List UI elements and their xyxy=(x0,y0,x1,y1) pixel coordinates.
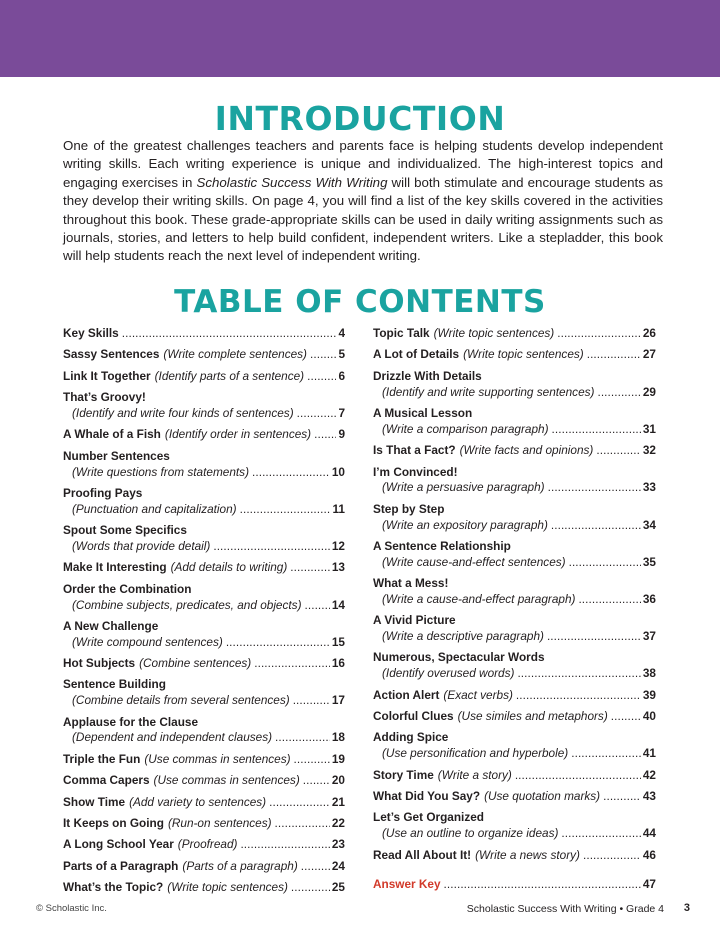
toc-entry xyxy=(63,880,345,896)
toc-entry-description: (Use an outline to organize ideas) xyxy=(382,826,559,841)
toc-leader-dots xyxy=(294,752,330,768)
toc-entry-page: 42 xyxy=(642,767,656,782)
toc-entry-page: 38 xyxy=(642,666,656,681)
toc-entry xyxy=(373,369,656,401)
toc-entry-row xyxy=(63,560,345,576)
toc-entry xyxy=(373,810,656,842)
toc-entry-title: A Lot of Details xyxy=(373,347,460,362)
toc-entry-row xyxy=(63,859,345,875)
toc-entry xyxy=(63,449,345,481)
toc-entry-page: 26 xyxy=(642,326,656,340)
toc-entry-row xyxy=(63,326,345,342)
toc-entry-row xyxy=(373,709,656,725)
toc-entry-description: (Words that provide detail) xyxy=(72,538,211,553)
toc-entry-page: 21 xyxy=(331,794,345,809)
toc-entry-description: (Write a descriptive paragraph) xyxy=(382,629,544,644)
toc-heading: TABLE OF CONTENTS xyxy=(174,284,546,320)
toc-leader-dots xyxy=(290,560,330,576)
toc-leader-dots xyxy=(552,422,641,438)
toc-leader-dots xyxy=(569,555,641,571)
toc-entry-row xyxy=(373,789,656,805)
toc-leader-dots xyxy=(240,837,329,853)
toc-entry-title: Topic Talk xyxy=(373,326,430,340)
toc-entry-row xyxy=(63,598,345,614)
toc-entry-title: Comma Capers xyxy=(63,773,150,788)
toc-entry-title: Action Alert xyxy=(373,687,440,702)
toc-entry-title: Number Sentences xyxy=(63,448,170,463)
toc-entry-row xyxy=(373,592,656,608)
toc-entry-page: 22 xyxy=(331,816,345,831)
toc-leader-dots xyxy=(226,635,330,651)
toc-entry-row xyxy=(63,369,345,385)
toc-leader-dots xyxy=(548,480,641,496)
toc-leader-dots xyxy=(269,795,330,811)
toc-entry xyxy=(373,406,656,438)
toc-entry-description: (Dependent and independent clauses) xyxy=(72,730,273,745)
toc-entry xyxy=(373,613,656,645)
toc-entry-title: Sentence Building xyxy=(63,677,166,692)
toc-entry-page: 17 xyxy=(331,693,345,708)
toc-entry-title: Colorful Clues xyxy=(373,709,454,724)
introduction-heading: INTRODUCTION xyxy=(214,99,506,138)
toc-entry-page: 10 xyxy=(331,464,345,479)
toc-entry-row xyxy=(373,518,656,534)
toc-entry-title: Drizzle With Details xyxy=(373,368,482,383)
toc-entry-row xyxy=(373,877,656,893)
toc-entry xyxy=(63,656,345,672)
toc-entry-row xyxy=(373,688,656,704)
toc-entry-title: I’m Convinced! xyxy=(373,464,458,479)
toc-entry-page: 13 xyxy=(331,560,345,575)
toc-entry-page: 36 xyxy=(642,591,656,606)
toc-entry-row xyxy=(63,837,345,853)
toc-leader-dots xyxy=(571,746,641,762)
toc-entry xyxy=(373,502,656,534)
toc-entry-description: (Identify order in sentences) xyxy=(164,427,312,442)
toc-leader-dots xyxy=(561,826,640,842)
toc-entry-description: (Use commas in sentences) xyxy=(144,751,291,766)
toc-entry-row xyxy=(63,406,345,422)
toc-entry xyxy=(373,326,656,342)
toc-entry-row xyxy=(63,465,345,481)
toc-entry xyxy=(63,486,345,518)
toc-entry-row xyxy=(373,480,656,496)
toc-entry-title: Step by Step xyxy=(373,501,445,516)
toc-entry-title: It Keeps on Going xyxy=(63,816,164,831)
toc-entry-description: (Write a persuasive paragraph) xyxy=(382,480,545,495)
toc-entry-title: Make It Interesting xyxy=(63,560,167,575)
toc-entry-page: 7 xyxy=(338,405,345,420)
toc-entry xyxy=(373,539,656,571)
toc-entry-page: 32 xyxy=(642,443,656,458)
toc-entry-row xyxy=(63,347,345,363)
toc-entry-description: (Run-on sentences) xyxy=(167,816,272,831)
toc-entry-title: Applause for the Clause xyxy=(63,714,199,729)
toc-entry-row xyxy=(373,768,656,784)
toc-entry-page: 23 xyxy=(331,837,345,852)
toc-entry-description: (Use similes and metaphors) xyxy=(457,709,608,724)
toc-entry xyxy=(373,768,656,784)
toc-entry-row xyxy=(63,539,345,555)
toc-entry-description: (Punctuation and capitalization) xyxy=(72,501,237,516)
toc-entry xyxy=(373,650,656,682)
toc-entry xyxy=(63,859,345,875)
toc-entry-row xyxy=(63,693,345,709)
toc-entry-description: (Write topic sentences) xyxy=(167,880,288,895)
toc-entry-description: (Write a cause-and-effect paragraph) xyxy=(382,591,576,606)
toc-entry-page: 33 xyxy=(642,480,656,495)
toc-entry-row xyxy=(63,752,345,768)
toc-entry-description: (Write questions from statements) xyxy=(72,464,250,479)
toc-leader-dots xyxy=(301,859,330,875)
toc-entry-row xyxy=(63,427,345,443)
toc-entry-row xyxy=(373,848,656,864)
toc-entry-description: (Write a story) xyxy=(437,767,512,782)
toc-leader-dots xyxy=(275,730,330,746)
toc-entry-row xyxy=(63,730,345,746)
toc-entry-description: (Identify and write supporting sentences) xyxy=(382,384,595,399)
toc-entry-page: 25 xyxy=(331,880,345,895)
toc-entry-title: Show Time xyxy=(63,794,126,809)
toc-entry-title: Parts of a Paragraph xyxy=(63,858,179,873)
toc-entry-title: Spout Some Specifics xyxy=(63,523,187,538)
toc-entry-page: 15 xyxy=(331,634,345,649)
toc-leader-dots xyxy=(611,709,641,725)
toc-entry xyxy=(63,837,345,853)
toc-entry xyxy=(63,427,345,443)
toc-entry-description: (Write topic sentences) xyxy=(463,347,584,362)
toc-leader-dots xyxy=(603,789,641,805)
toc-entry xyxy=(63,715,345,747)
toc-leader-dots xyxy=(516,688,641,704)
toc-entry-page: 18 xyxy=(331,730,345,745)
toc-entry-title: Link It Together xyxy=(63,368,151,383)
toc-entry-row xyxy=(373,443,656,459)
toc-entry-description: (Write a comparison paragraph) xyxy=(382,421,549,436)
toc-entry-page: 34 xyxy=(642,517,656,532)
intro-text-part2: will both stimulate and encourage students as they develop their writing skills. On page 4, you will find a list of the key skills covered in the activities throughout this book. These grade-appropriate skills can be used in daily writing assignments such as journals, stories, and letters to help build confident, independent writers. Like a stepladder, this book will help students reach the next level of independent writing. xyxy=(63,174,663,264)
toc-left-column xyxy=(63,326,345,902)
toc-entry-description: (Combine sentences) xyxy=(139,656,252,671)
toc-entry xyxy=(63,677,345,709)
toc-entry-title: Key Skills xyxy=(63,326,119,340)
toc-entry-page: 4 xyxy=(338,326,345,340)
toc-entry-description: (Parts of a paragraph) xyxy=(182,858,298,873)
toc-entry xyxy=(63,347,345,363)
toc-entry-title: What’s the Topic? xyxy=(63,880,164,895)
toc-leader-dots xyxy=(578,592,640,608)
toc-entry-page: 29 xyxy=(642,384,656,399)
toc-entry-description: (Exact verbs) xyxy=(443,687,513,702)
toc-entry-page: 40 xyxy=(642,709,656,724)
toc-entry-title: A Musical Lesson xyxy=(373,405,473,420)
toc-entry-title: Sassy Sentences xyxy=(63,347,160,362)
toc-entry xyxy=(63,795,345,811)
toc-entry-title: A New Challenge xyxy=(63,618,159,633)
toc-entry xyxy=(373,347,656,363)
intro-book-title: Scholastic Success With Writing xyxy=(196,174,388,190)
toc-entry-description: (Use commas in sentences) xyxy=(153,773,300,788)
toc-entry xyxy=(373,443,656,459)
toc-entry-page: 27 xyxy=(642,347,656,362)
copyright-notice: © Scholastic Inc. xyxy=(36,903,107,914)
toc-entry-row xyxy=(63,502,345,518)
toc-leader-dots xyxy=(122,326,337,342)
toc-leader-dots xyxy=(551,518,641,534)
toc-entry-description: (Write cause-and-effect sentences) xyxy=(382,554,566,569)
toc-leader-dots xyxy=(303,773,330,789)
toc-entry-page: 35 xyxy=(642,554,656,569)
toc-entry-row xyxy=(373,746,656,762)
top-color-band xyxy=(0,0,720,77)
toc-entry xyxy=(63,752,345,768)
page-number: 3 xyxy=(683,902,690,914)
toc-entry-description: (Write complete sentences) xyxy=(163,347,307,362)
toc-entry xyxy=(373,709,656,725)
toc-entry xyxy=(63,582,345,614)
toc-entry-title: Adding Spice xyxy=(373,730,449,745)
toc-entry-title: A Whale of a Fish xyxy=(63,427,161,442)
toc-entry xyxy=(373,730,656,762)
toc-entry-description: (Combine subjects, predicates, and objects) xyxy=(72,597,302,612)
toc-entry xyxy=(373,789,656,805)
toc-entry-description: (Add details to writing) xyxy=(170,560,288,575)
toc-entry-page: 44 xyxy=(642,826,656,841)
toc-entry-description: (Write topic sentences) xyxy=(433,326,555,340)
toc-leader-dots xyxy=(517,666,640,682)
toc-leader-dots xyxy=(213,539,330,555)
toc-entry-page: 31 xyxy=(642,421,656,436)
toc-entry-description: (Write compound sentences) xyxy=(72,634,223,649)
toc-entry-title: Let’s Get Organized xyxy=(373,810,484,825)
toc-leader-dots xyxy=(597,385,640,401)
toc-entry-row xyxy=(63,773,345,789)
toc-entry-title: That’s Groovy! xyxy=(63,390,146,405)
toc-entry-row xyxy=(373,422,656,438)
toc-entry-description: (Proofread) xyxy=(177,837,238,852)
toc-leader-dots xyxy=(444,877,641,893)
answer-key-page: 47 xyxy=(642,877,656,892)
toc-entry-title: Triple the Fun xyxy=(63,751,141,766)
toc-entry-row xyxy=(63,795,345,811)
toc-leader-dots xyxy=(297,406,337,422)
toc-entry xyxy=(63,816,345,832)
toc-entry-title: What a Mess! xyxy=(373,576,449,591)
toc-entry-title: A Vivid Picture xyxy=(373,613,456,628)
toc-entry xyxy=(373,576,656,608)
toc-entry-page: 11 xyxy=(332,501,345,516)
toc-entry xyxy=(373,465,656,497)
toc-right-column xyxy=(373,326,656,899)
toc-leader-dots xyxy=(587,347,641,363)
toc-entry xyxy=(63,369,345,385)
toc-leader-dots xyxy=(307,369,336,385)
toc-entry-page: 39 xyxy=(642,687,656,702)
toc-entry-title: A Sentence Relationship xyxy=(373,538,511,553)
toc-entry-description: (Use quotation marks) xyxy=(484,789,601,804)
toc-entry-description: (Write a news story) xyxy=(475,847,580,862)
toc-entry-page: 20 xyxy=(331,773,345,788)
toc-entry xyxy=(63,523,345,555)
toc-entry xyxy=(373,848,656,864)
toc-entry-description: (Combine details from several sentences) xyxy=(72,693,290,708)
toc-leader-dots xyxy=(310,347,336,363)
intro-text-part1: One of the greatest challenges teachers and parents face is helping students develop independent writing skills. Each writing experience is unique and individualized. The high-interest topics and engaging exercises in xyxy=(63,138,663,190)
toc-entry-description: (Use personification and hyperbole) xyxy=(382,746,569,761)
toc-entry-description: (Add variety to sentences) xyxy=(129,794,267,809)
toc-entry-page: 6 xyxy=(338,368,345,383)
toc-entry-title: Order the Combination xyxy=(63,581,192,596)
toc-entry-page: 19 xyxy=(331,751,345,766)
toc-entry-page: 14 xyxy=(331,597,345,612)
toc-leader-dots xyxy=(596,443,641,459)
toc-entry-page: 24 xyxy=(331,858,345,873)
toc-entry-row xyxy=(373,347,656,363)
toc-entry-row xyxy=(63,816,345,832)
toc-entry-row xyxy=(373,826,656,842)
toc-leader-dots xyxy=(547,629,641,645)
series-title: Scholastic Success With Writing • Grade 4 xyxy=(466,903,664,915)
answer-key-title: Answer Key xyxy=(373,877,441,892)
toc-entry-page: 41 xyxy=(642,746,656,761)
toc-entry-row xyxy=(373,666,656,682)
toc-entry xyxy=(63,326,345,342)
toc-entry-row xyxy=(373,629,656,645)
toc-entry-page: 5 xyxy=(338,347,345,362)
toc-entry-page: 43 xyxy=(642,789,656,804)
toc-entry-description: (Identify overused words) xyxy=(382,666,515,681)
answer-key-entry xyxy=(373,877,656,893)
toc-leader-dots xyxy=(293,693,330,709)
toc-leader-dots xyxy=(291,880,330,896)
toc-entry-row xyxy=(63,656,345,672)
toc-entry-title: Hot Subjects xyxy=(63,656,136,671)
toc-entry-row xyxy=(373,385,656,401)
toc-leader-dots xyxy=(515,768,641,784)
toc-entry-title: Story Time xyxy=(373,767,434,782)
toc-entry-title: What Did You Say? xyxy=(373,789,481,804)
toc-entry-description: (Write an expository paragraph) xyxy=(382,517,548,532)
toc-entry-row xyxy=(63,635,345,651)
toc-leader-dots xyxy=(314,427,336,443)
toc-entry-title: A Long School Year xyxy=(63,837,174,852)
toc-entry-description: (Identify parts of a sentence) xyxy=(154,368,305,383)
toc-entry xyxy=(63,390,345,422)
toc-leader-dots xyxy=(275,816,330,832)
toc-entry-description: (Write facts and opinions) xyxy=(459,443,594,458)
toc-leader-dots xyxy=(557,326,641,342)
toc-entry-title: Read All About It! xyxy=(373,847,472,862)
toc-entry xyxy=(373,688,656,704)
toc-leader-dots xyxy=(240,502,331,518)
toc-entry-row xyxy=(373,555,656,571)
toc-leader-dots xyxy=(254,656,330,672)
toc-entry-title: Proofing Pays xyxy=(63,485,143,500)
toc-entry xyxy=(63,560,345,576)
introduction-paragraph xyxy=(63,137,663,266)
toc-entry xyxy=(63,773,345,789)
toc-entry-title: Numerous, Spectacular Words xyxy=(373,650,545,665)
toc-leader-dots xyxy=(583,848,641,864)
toc-entry xyxy=(63,619,345,651)
toc-entry-page: 16 xyxy=(331,656,345,671)
toc-entry-page: 9 xyxy=(338,427,345,442)
toc-entry-title: Is That a Fact? xyxy=(373,443,456,458)
toc-entry-page: 12 xyxy=(331,538,345,553)
toc-leader-dots xyxy=(305,598,330,614)
toc-entry-row xyxy=(373,326,656,342)
toc-entry-page: 37 xyxy=(642,629,656,644)
toc-entry-description: (Identify and write four kinds of sentences) xyxy=(72,405,294,420)
toc-entry-page: 46 xyxy=(642,847,656,862)
toc-leader-dots xyxy=(252,465,330,481)
toc-entry-row xyxy=(63,880,345,896)
